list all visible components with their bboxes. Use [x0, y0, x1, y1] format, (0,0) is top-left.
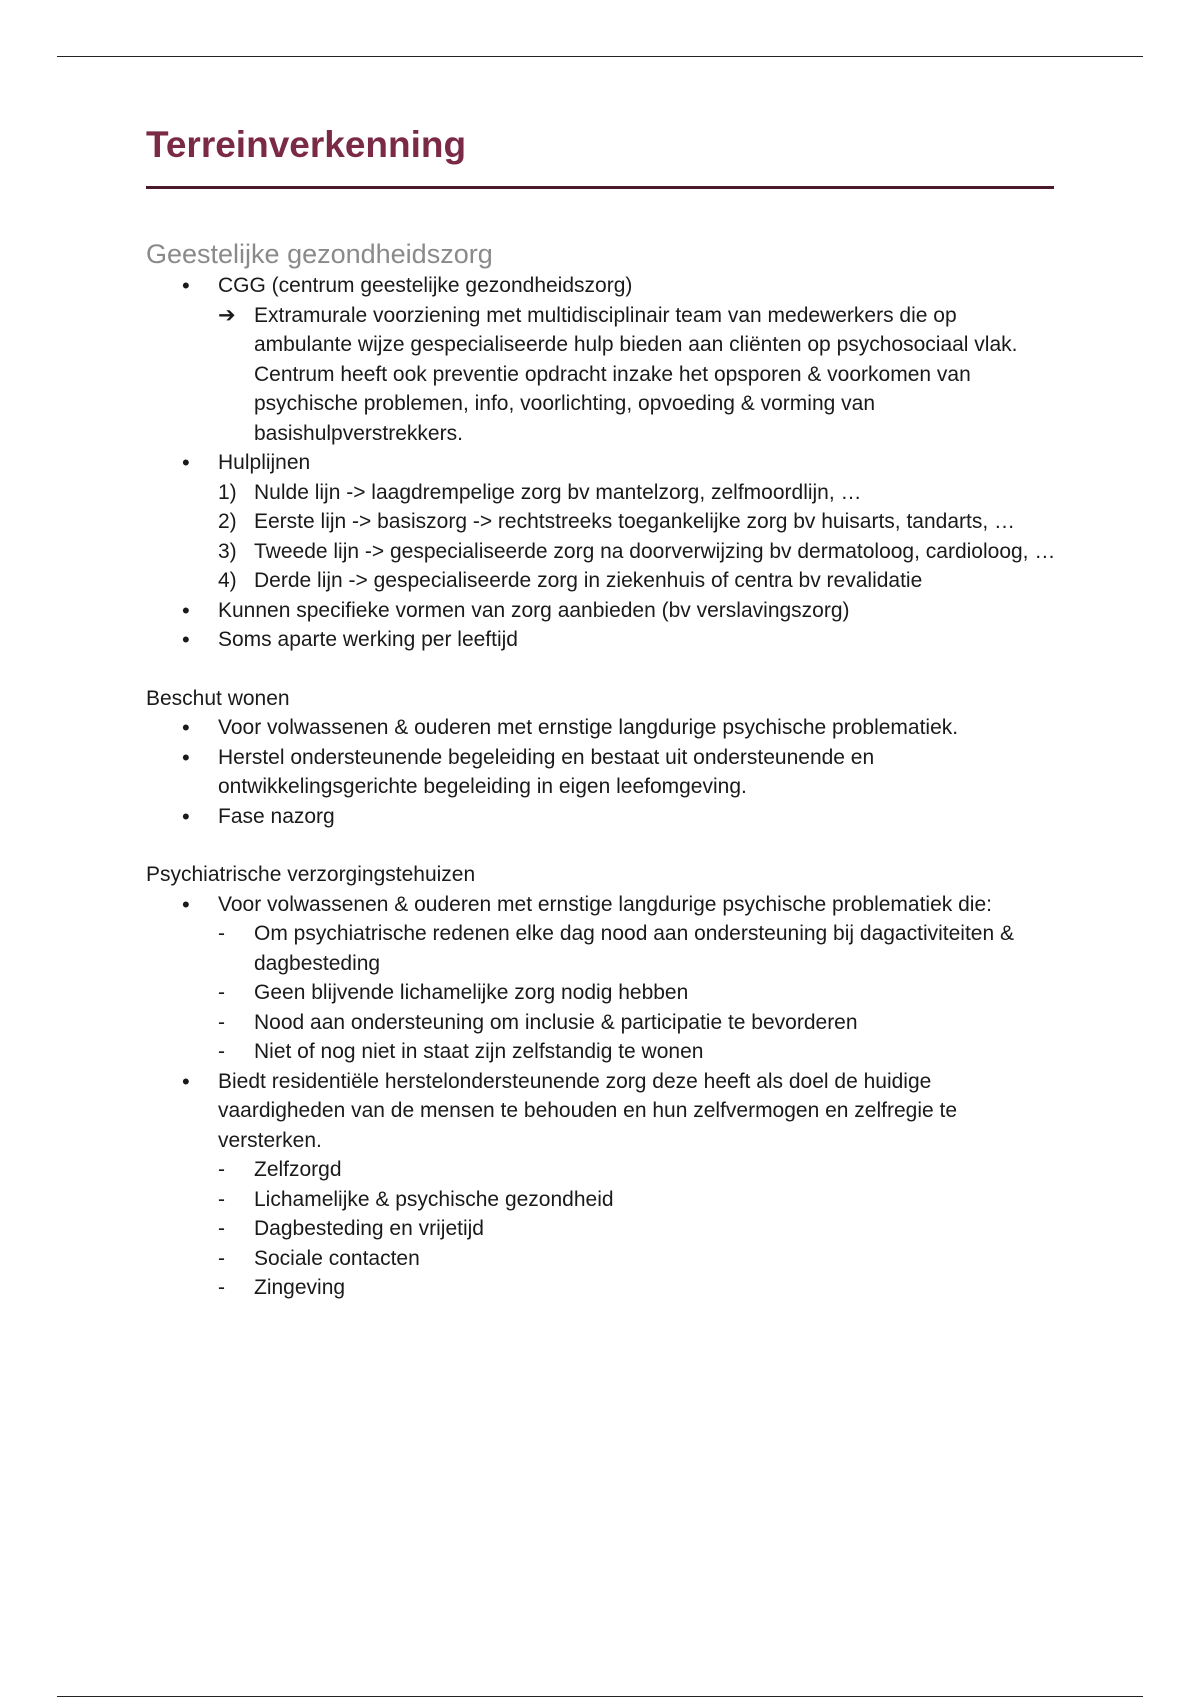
bullet-icon: •: [182, 891, 190, 917]
dash-icon: -: [218, 981, 225, 1004]
bullet-icon: •: [182, 1068, 190, 1094]
list-item: • CGG (centrum geestelijke gezondheidszorg): [146, 271, 1056, 301]
bullet-icon: •: [182, 627, 190, 652]
list-item: • Soms aparte werking per leeftijd: [146, 625, 1056, 655]
page-title: Terreinverkenning: [146, 124, 467, 165]
list-number: 3): [218, 539, 237, 563]
list-item: - Lichamelijke & psychische gezondheid: [146, 1185, 1056, 1215]
dash-icon: -: [218, 922, 225, 945]
list-item: - Om psychiatrische redenen elke dag nood aan ondersteuning bij dagactiviteiten & dagbesteding: [146, 919, 1056, 978]
bullet-icon: •: [182, 803, 190, 829]
dash-icon: -: [218, 1217, 225, 1240]
list-item: • Fase nazorg: [146, 802, 1056, 832]
list-item: • Voor volwassenen & ouderen met ernstige langdurige psychische problematiek.: [146, 713, 1056, 743]
list-item: 4) Derde lijn -> gespecialiseerde zorg in ziekenhuis of centra bv revalidatie: [146, 566, 1056, 596]
list-item: 3) Tweede lijn -> gespecialiseerde zorg na doorverwijzing bv dermatoloog, cardioloog, …: [146, 537, 1056, 567]
list-item: - Zingeving: [146, 1273, 1056, 1303]
bullet-icon: •: [182, 597, 190, 623]
page-content: [146, 118, 1056, 1303]
list-item: - Dagbesteding en vrijetijd: [146, 1214, 1056, 1244]
section-beschut-wonen-list: [146, 713, 1056, 831]
list-item: • Hulplijnen: [146, 448, 1056, 478]
list-item: - Nood aan ondersteuning om inclusie & participatie te bevorderen: [146, 1008, 1056, 1038]
section-heading-pvt: Psychiatrische verzorgingstehuizen: [146, 863, 476, 886]
section-pvt-list: [146, 890, 1056, 1303]
bullet-icon: •: [182, 744, 190, 770]
list-item: ➔ Extramurale voorziening met multidisciplinair team van medewerkers die op ambulante wijze gespecialiseerde hulp bieden aan cliënten op psychosociaal vlak. Centrum heeft ook preventie opdracht inzake het opsporen & voorkomen van psychische problemen, info, voorlichting, opvoeding & vorming van basishulpverstrekkers.: [146, 301, 1056, 449]
header-rule: [57, 56, 1143, 57]
bullet-icon: •: [182, 715, 190, 740]
list-item: 2) Eerste lijn -> basiszorg -> rechtstreeks toegankelijke zorg bv huisarts, tandarts, …: [146, 507, 1056, 537]
arrow-icon: ➔: [218, 303, 236, 327]
dash-icon: -: [218, 1276, 225, 1299]
dash-icon: -: [218, 1187, 225, 1211]
list-item: - Zelfzorgd: [146, 1155, 1056, 1185]
list-number: 1): [218, 480, 237, 504]
list-item: • Kunnen specifieke vormen van zorg aanbieden (bv verslavingszorg): [146, 596, 1056, 626]
section-heading-ggz: Geestelijke gezondheidszorg: [146, 239, 493, 269]
list-item: - Niet of nog niet in staat zijn zelfstandig te wonen: [146, 1037, 1056, 1067]
list-item: • Voor volwassenen & ouderen met ernstige langdurige psychische problematiek die:: [146, 890, 1056, 920]
list-number: 2): [218, 510, 237, 533]
footer-rule: [57, 1696, 1143, 1697]
title-underline: [146, 186, 1054, 189]
dash-icon: -: [218, 1010, 225, 1034]
list-item: • Herstel ondersteunende begeleiding en bestaat uit ondersteunende en ontwikkelingsgerichte begeleiding in eigen leefomgeving.: [182, 744, 875, 798]
dash-icon: -: [218, 1246, 225, 1270]
section-heading-beschut-wonen: Beschut wonen: [146, 686, 290, 710]
dash-icon: -: [218, 1158, 225, 1181]
list-item: - Sociale contacten: [146, 1244, 1056, 1274]
dash-icon: -: [218, 1040, 225, 1063]
bullet-icon: •: [182, 273, 190, 298]
list-item: - Geen blijvende lichamelijke zorg nodig hebben: [146, 978, 1056, 1008]
section-ggz-list: [146, 271, 1056, 655]
list-number: 4): [218, 569, 237, 592]
bullet-icon: •: [182, 450, 190, 475]
list-item: 1) Nulde lijn -> laagdrempelige zorg bv mantelzorg, zelfmoordlijn, …: [146, 478, 1056, 508]
list-item: • Biedt residentiële herstelondersteunende zorg deze heeft als doel de huidige vaardigheden van de mensen te behouden en hun zelfvermogen en zelfregie te versterken.: [182, 1068, 958, 1152]
